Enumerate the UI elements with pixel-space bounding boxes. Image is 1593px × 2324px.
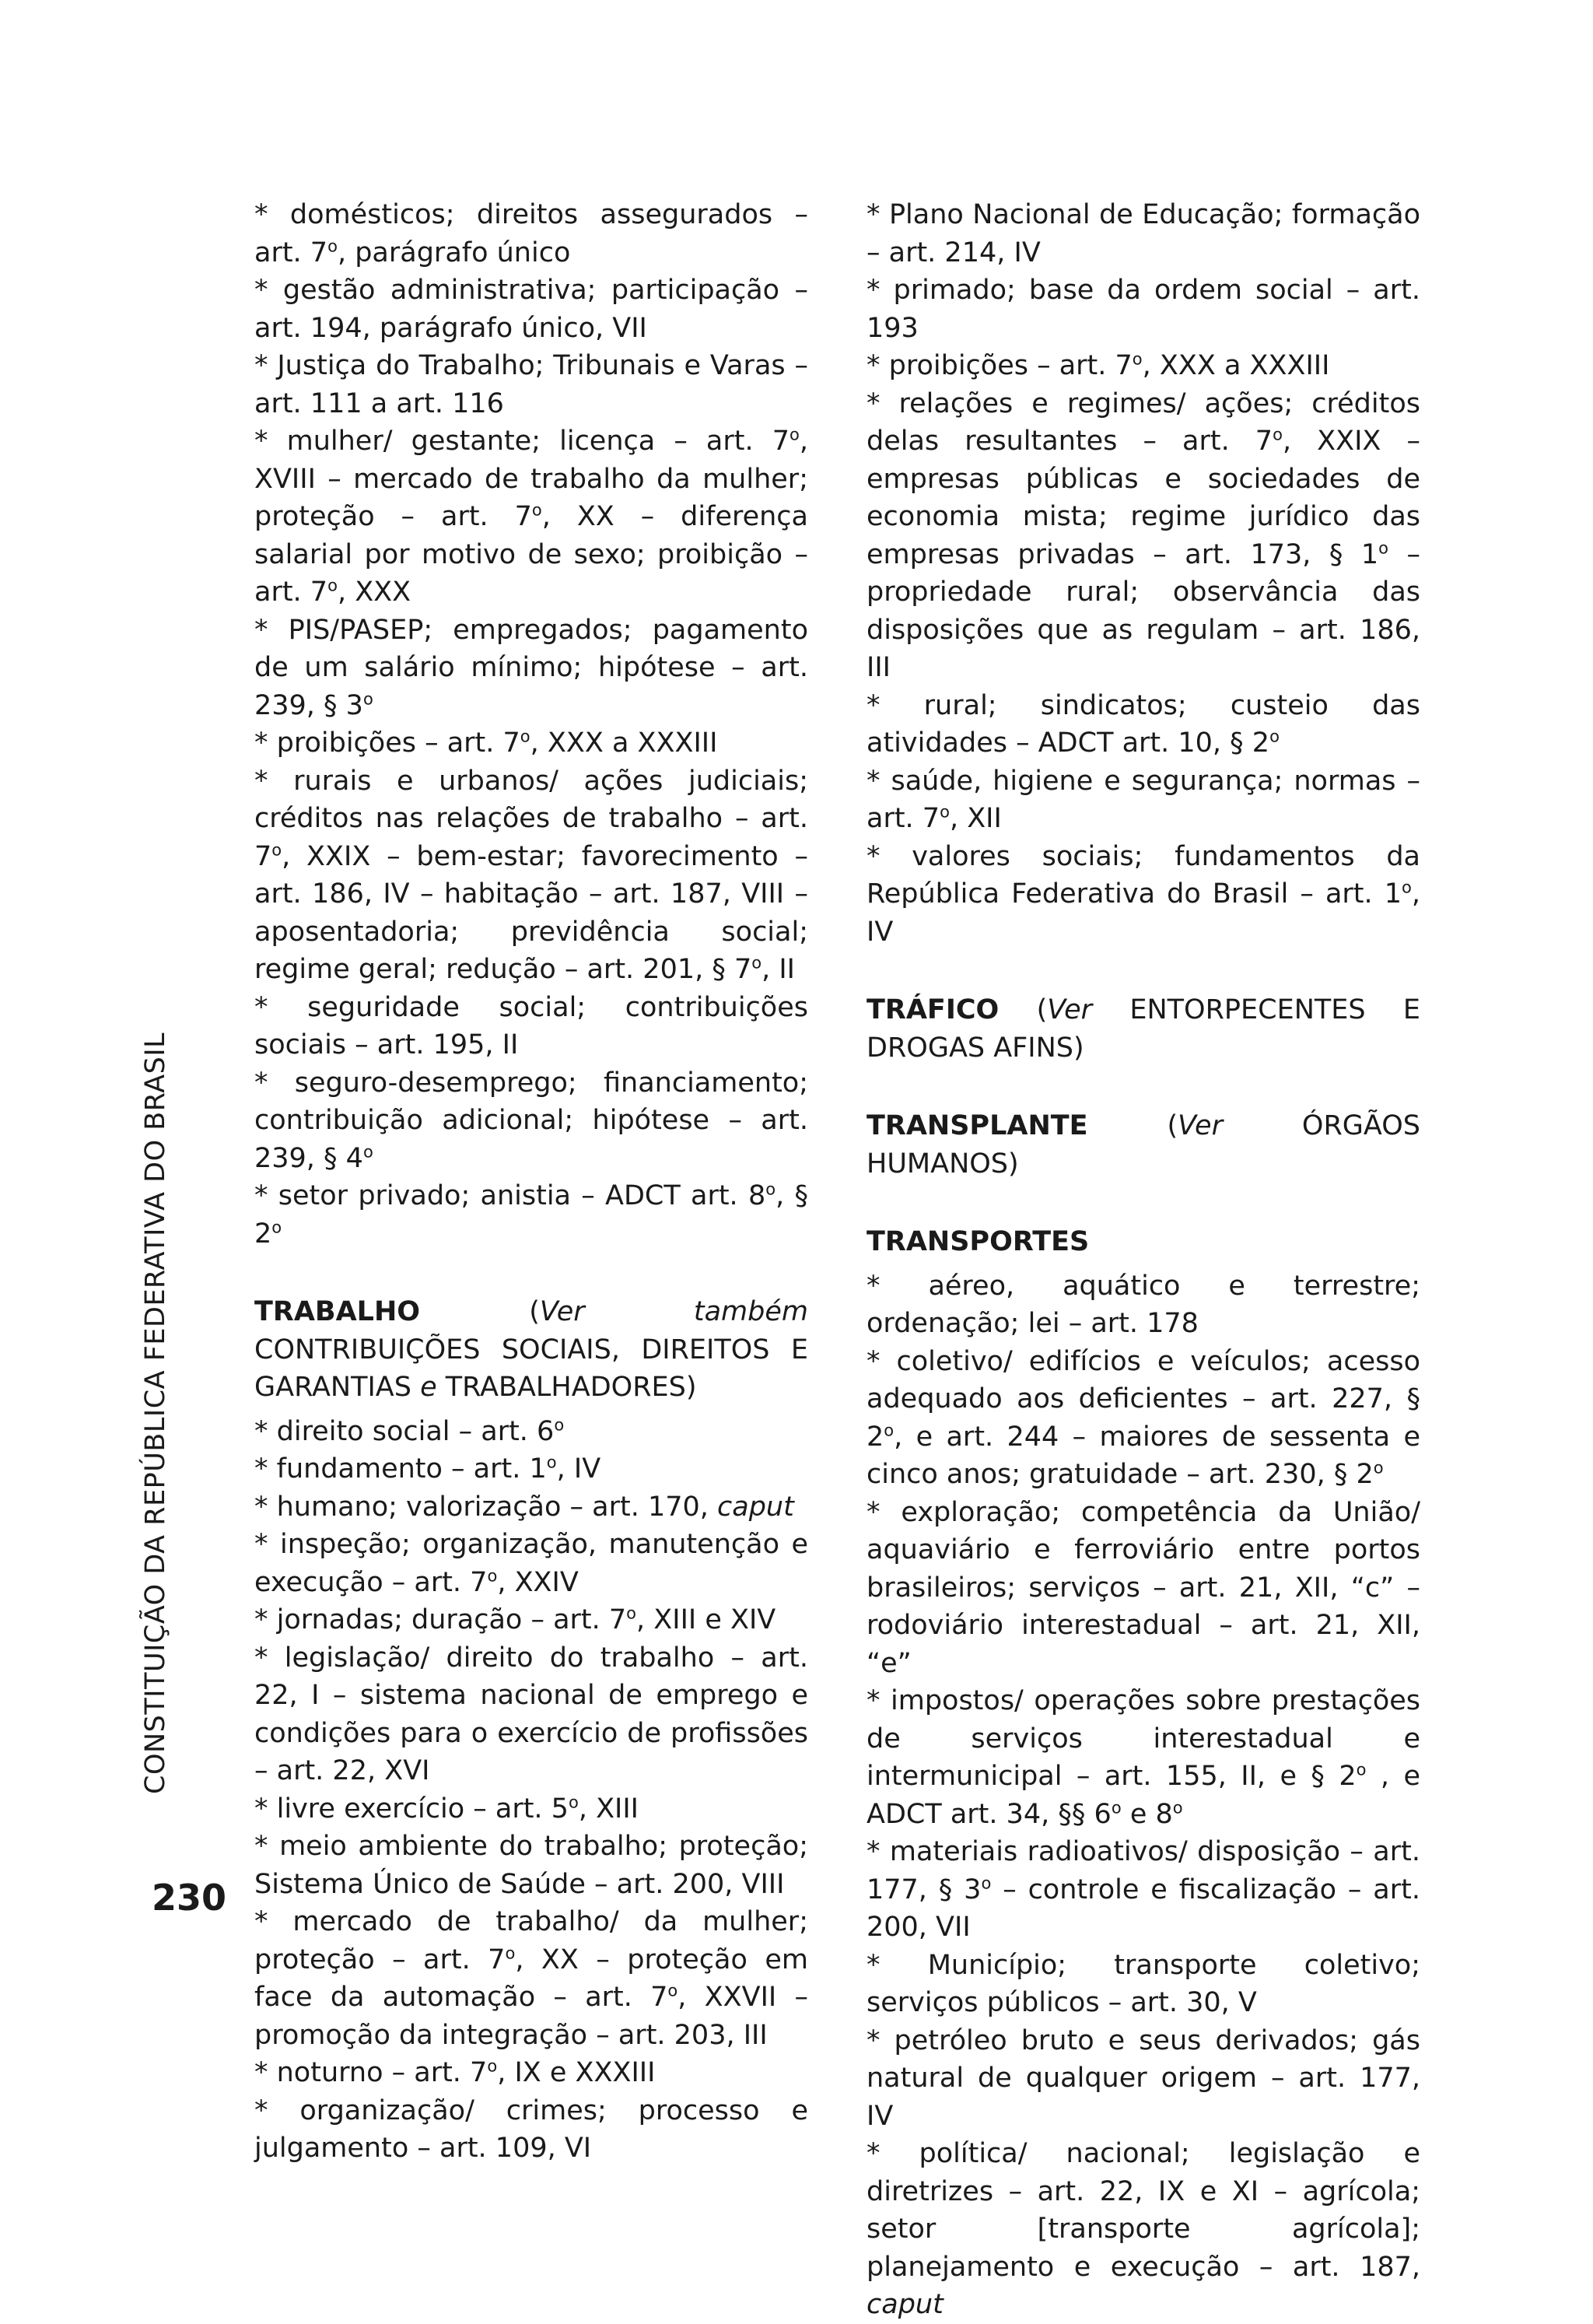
page-number: 230: [152, 1877, 227, 1919]
spacer: [867, 1261, 1420, 1267]
index-entry: * aéreo, aquático e terrestre; ordenação; lei – art. 178: [867, 1270, 1420, 1339]
spacer: [254, 1253, 808, 1293]
side-title: CONSTITUIÇÃO DA REPÚBLICA FEDERATIVA DO BRASIL: [140, 1032, 171, 1794]
index-entry: * Justiça do Trabalho; Tribunais e Varas – art. 111 a art. 116: [254, 350, 808, 419]
index-entry: * política/ nacional; legislação e diretrizes – art. 22, IX e XI – agrícola; setor [transporte agrícola]; planejamento e execução – art. 187, caput: [867, 2138, 1420, 2320]
index-entry: * valores sociais; fundamentos da República Federativa do Brasil – art. 1$^o$, IV: [867, 840, 1420, 948]
spacer: [867, 1067, 1420, 1107]
index-entry: * gestão administrativa; participação – art. 194, parágrafo único, VII: [254, 275, 808, 344]
right-column: [867, 196, 1420, 2324]
index-heading: TRÁFICO (Ver ENTORPECENTES E DROGAS AFINS): [867, 994, 1420, 1064]
index-entry: * humano; valorização – art. 170, caput: [254, 1491, 794, 1523]
index-entry: * setor privado; anistia – ADCT art. 8$^o$, § 2$^o$: [254, 1180, 808, 1250]
index-entry: * Plano Nacional de Educação; formação – art. 214, IV: [867, 199, 1420, 268]
index-entry: * fundamento – art. 1$^o$, IV: [254, 1453, 601, 1484]
index-heading: TRANSPORTES: [867, 1226, 1090, 1257]
index-entry: * seguridade social; contribuições sociais – art. 195, II: [254, 991, 808, 1060]
index-entry: * Município; transporte coletivo; serviços públicos – art. 30, V: [867, 1949, 1420, 2018]
spacer: [867, 1183, 1420, 1223]
index-entry: * inspeção; organização, manutenção e execução – art. 7$^o$, XXIV: [254, 1529, 808, 1598]
spacer: [867, 951, 1420, 991]
index-entry: * coletivo/ edifícios e veículos; acesso adequado aos deficientes – art. 227, § 2$^o$, e art. 244 – maiores de sessenta e cinco anos; gratuidade – art. 230, § 2$^o$: [867, 1345, 1420, 1490]
index-heading: TRANSPLANTE (Ver ÓRGÃOS HUMANOS): [867, 1110, 1420, 1180]
left-column: [254, 196, 808, 2168]
index-entry: * PIS/PASEP; empregados; pagamento de um salário mínimo; hipótese – art. 239, § 3$^o$: [254, 614, 808, 721]
index-entry: * meio ambiente do trabalho; proteção; Sistema Único de Saúde – art. 200, VIII: [254, 1831, 808, 1900]
index-entry: * direito social – art. 6$^o$: [254, 1414, 565, 1447]
index-entry: * jornadas; duração – art. 7$^o$, XIII e XIV: [254, 1604, 776, 1635]
index-entry: * legislação/ direito do trabalho – art. 22, I – sistema nacional de emprego e condições para o exercício de profissões – art. 22, XVI: [254, 1642, 808, 1786]
index-entry: * noturno – art. 7$^o$, IX e XXXIII: [254, 2056, 656, 2088]
index-entry: * proibições – art. 7$^o$, XXX a XXXIII: [867, 349, 1330, 381]
index-entry: * saúde, higiene e segurança; normas – art. 7$^o$, XII: [867, 765, 1420, 834]
index-entry: * organização/ crimes; processo e julgamento – art. 109, VI: [254, 2094, 808, 2164]
index-entry: * petróleo bruto e seus derivados; gás natural de qualquer origem – art. 177, IV: [867, 2024, 1420, 2132]
index-entry: * primado; base da ordem social – art. 193: [867, 275, 1420, 344]
index-entry: * mercado de trabalho/ da mulher; proteção – art. 7$^o$, XX – proteção em face da automação – art. 7$^o$, XXVII – promoção da integração – art. 203, III: [254, 1906, 808, 2051]
index-entry: * livre exercício – art. 5$^o$, XIII: [254, 1792, 639, 1824]
index-entry: * domésticos; direitos assegurados – art. 7$^o$, parágrafo único: [254, 199, 808, 268]
spacer: [254, 1407, 808, 1413]
index-entry: * mulher/ gestante; licença – art. 7$^o$, XVIII – mercado de trabalho da mulher; proteção – art. 7$^o$, XX – diferença salarial por motivo de sexo; proibição – art. 7$^o$, XXX: [254, 425, 808, 608]
index-entry: * relações e regimes/ ações; créditos delas resultantes – art. 7$^o$, XXIX – empresas públicas e sociedades de economia mista; regime jurídico das empresas privadas – art. 173, § 1$^o$ – propriedade rural; observância das disposições que as regulam – art. 186, III: [867, 387, 1420, 683]
index-entry: * rurais e urbanos/ ações judiciais; créditos nas relações de trabalho – art. 7$^o$, XXIX – bem-estar; favorecimento – art. 186, IV – habitação – art. 187, VIII – aposentadoria; previdência social; regime geral; redução – art. 201, § 7$^o$, II: [254, 765, 808, 985]
index-heading: TRABALHO (Ver também CONTRIBUIÇÕES SOCIAIS, DIREITOS E GARANTIAS e TRABALHADORES): [254, 1296, 808, 1403]
index-entry: * exploração; competência da União/ aquaviário e ferroviário entre portos brasileiros; serviços – art. 21, XII, “c” – rodoviário interestadual – art. 21, XII, “e”: [867, 1496, 1420, 1679]
index-entry: * impostos/ operações sobre prestações de serviços interestadual e intermunicipal – art. 155, II, e § 2$^o$ , e ADCT art. 34, §§ 6$^o$ e 8$^o$: [867, 1685, 1420, 1830]
index-entry: * seguro-desemprego; financiamento; contribuição adicional; hipótese – art. 239, § 4$^o$: [254, 1067, 808, 1174]
index-entry: * materiais radioativos/ disposição – art. 177, § 3$^o$ – controle e fiscalização – art. 200, VII: [867, 1836, 1420, 1943]
index-entry: * rural; sindicatos; custeio das atividades – ADCT art. 10, § 2$^o$: [867, 689, 1420, 759]
index-entry: * proibições – art. 7$^o$, XXX a XXXIII: [254, 727, 718, 759]
